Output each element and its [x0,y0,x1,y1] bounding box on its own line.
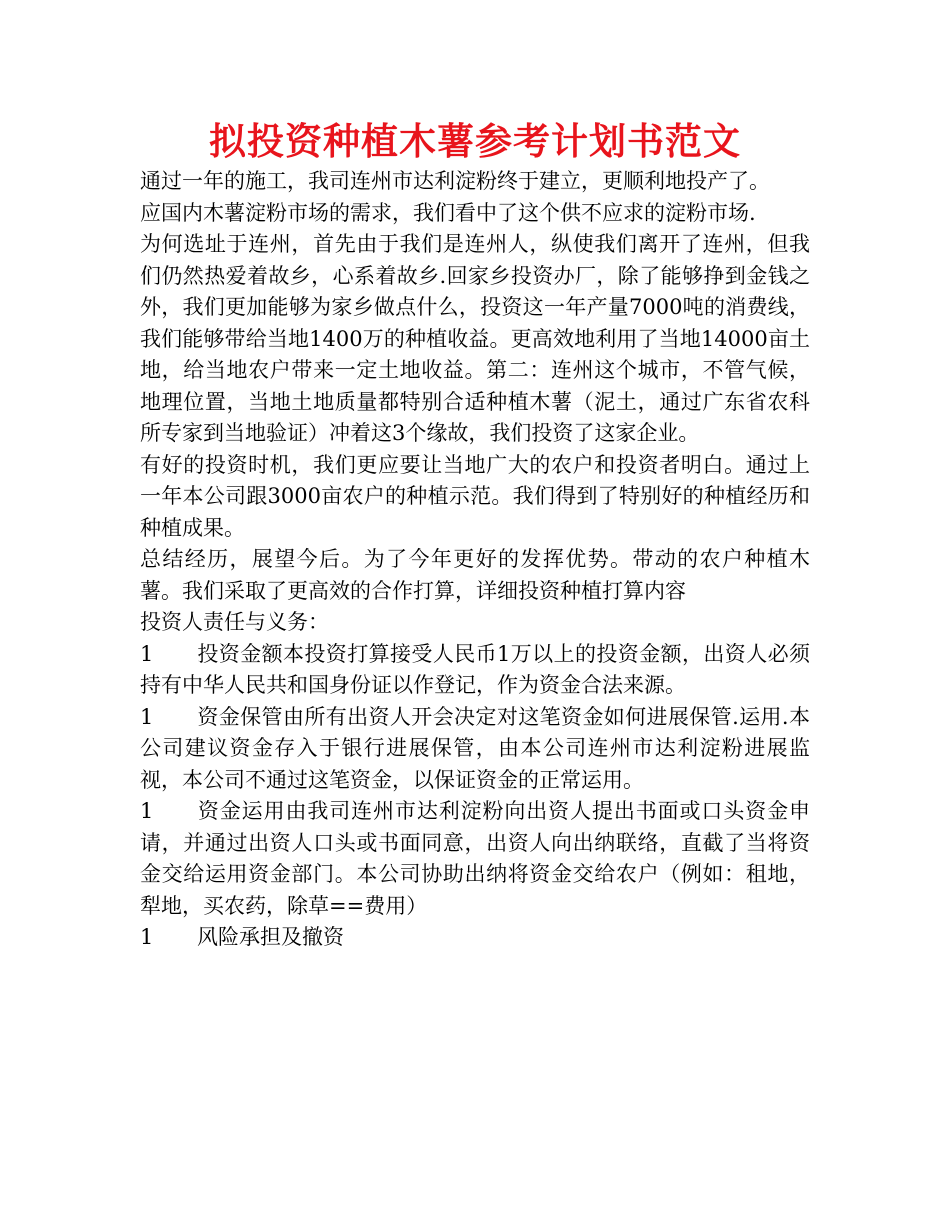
document-title: 拟投资种植木薯参考计划书范文 [209,120,741,163]
list-item-text: 风险承担及撤资 [197,925,344,949]
paragraph-investment-opportunity: 有好的投资时机，我们更应要让当地广大的农户和投资者明白。通过上一年本公司跟3000亩农户的种植示范。我们得到了特别好的种植经历和种植成果。 [140,452,810,540]
list-item-text: 资金运用由我司连州市达利淀粉向出资人提出书面或口头资金申请，并通过出资人口头或书面同意，出资人向出纳联络，直截了当将资金交给运用资金部门。本公司协助出纳将资金交给农户（例如：租地，犁地，买农药，除草==费用） [140,799,810,918]
list-item-text: 资金保管由所有出资人开会决定对这笔资金如何进展保管.运用.本公司建议资金存入于银行进展保管，由本公司连州市达利淀粉进展监视，本公司不通过这笔资金，以保证资金的正常运用。 [140,704,810,792]
paragraph-completion: 通过一年的施工，我司连州市达利淀粉终于建立，更顺利地投产了。 [140,169,770,193]
list-item-text: 投资金额本投资打算接受人民币1万以上的投资金额，出资人必须持有中华人民共和国身份证以作登记，作为资金合法来源。 [140,641,810,697]
paragraph-market-demand: 应国内木薯淀粉市场的需求，我们看中了这个供不应求的淀粉市场. [140,200,756,225]
list-item-investment-amount [140,639,810,702]
list-item-number: 1 [140,799,154,823]
list-item-number: 1 [140,704,154,729]
list-item-risk-withdrawal [140,922,810,954]
paragraph-investor-duties-heading: 投资人责任与义务： [140,610,329,634]
document-body [140,166,810,954]
paragraph-summary: 总结经历，展望今后。为了今年更好的发挥优势。带动的农户种植木薯。我们采取了更高效的合作打算，详细投资种植打算内容 [140,547,810,603]
list-item-number: 1 [140,925,154,949]
paragraph-site-selection: 为何选址于连州，首先由于我们是连州人，纵使我们离开了连州，但我们仍然热爱着故乡，心系着故乡.回家乡投资办厂，除了能够挣到金钱之外，我们更加能够为家乡做点什么，投资这一年产量7000吨的消费线，我们能够带给当地1400万的种植收益。更高效地利用了当地14000亩土地，给当地农户带来一定土地收益。第二：连州这个城市，不管气候，地理位置，当地土地质量都特别合适种植木薯（泥土，通过广东省农科所专家到当地验证）冲着这3个缘故，我们投资了这家企业。 [140,232,810,445]
list-item-number: 1 [140,641,154,666]
list-item-fund-custody [140,702,810,797]
list-item-fund-usage [140,796,810,922]
